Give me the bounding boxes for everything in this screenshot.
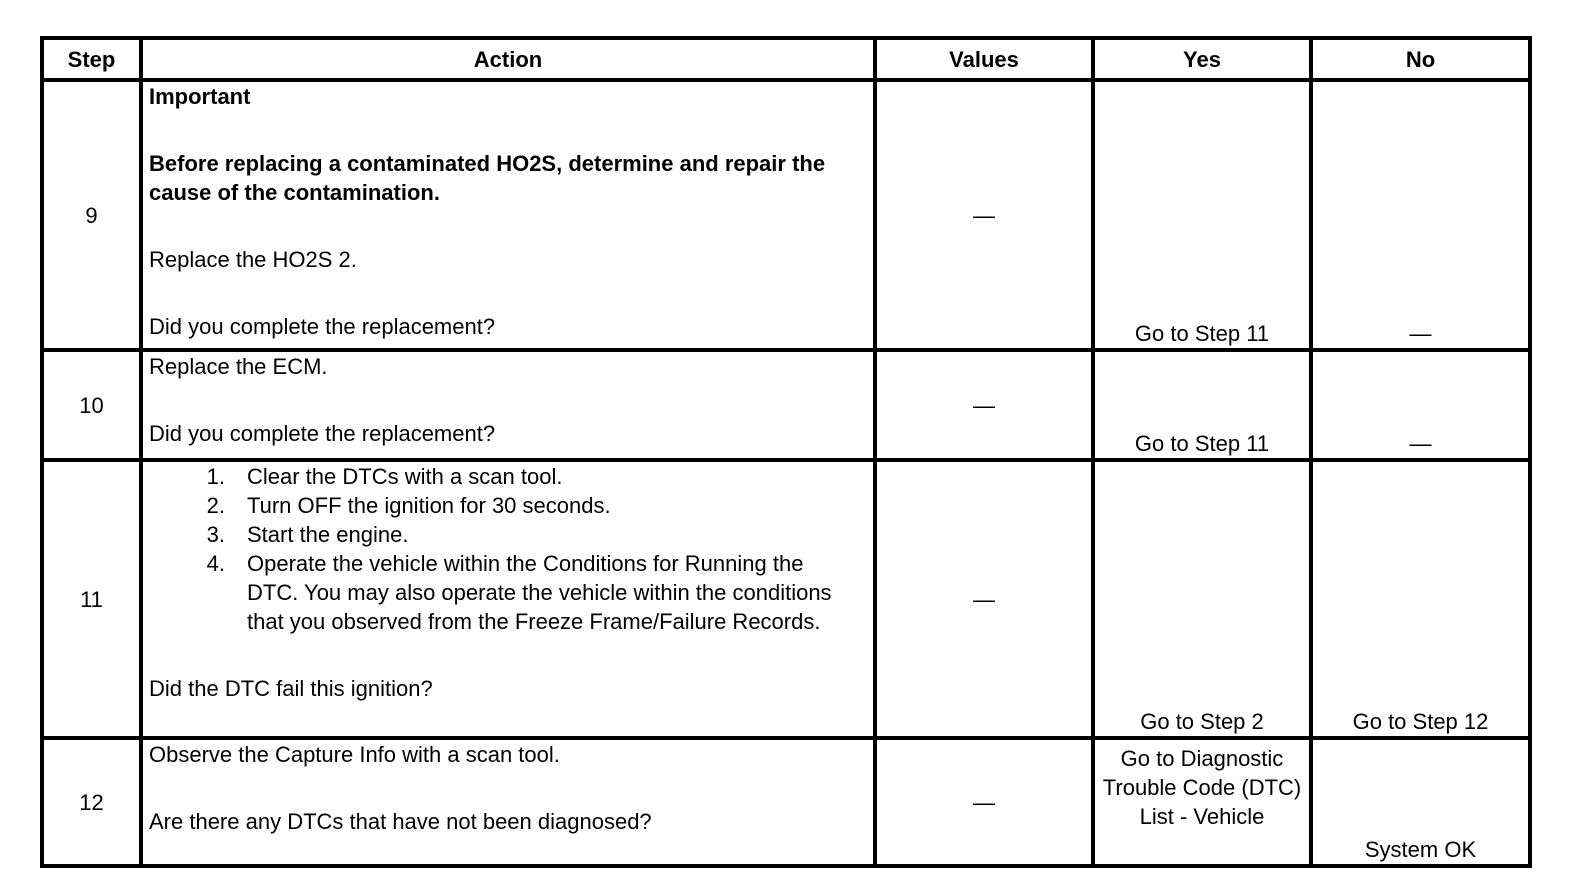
procedure-list: [149, 462, 867, 636]
question-text: Are there any DTCs that have not been diagnosed?: [149, 809, 652, 834]
list-item-text: Turn OFF the ignition for 30 seconds.: [247, 493, 611, 518]
step-number: 9: [42, 80, 141, 350]
instruction-text: Replace the ECM.: [149, 354, 328, 379]
header-action: Action: [141, 38, 875, 80]
no-cell: Go to Step 12: [1311, 460, 1530, 738]
no-cell: System OK: [1311, 738, 1530, 866]
important-text: Before replacing a contaminated HO2S, determine and repair the cause of the contamination.: [149, 151, 826, 205]
list-item-text: Operate the vehicle within the Conditions for Running the DTC. You may also operate the vehicle within the conditions that you observed from the Freeze Frame/Failure Records.: [247, 551, 832, 634]
important-heading: Important: [149, 84, 251, 109]
list-item-number: 4.: [206, 551, 225, 576]
diagnostic-table: [40, 36, 1532, 868]
action-cell: [141, 738, 875, 866]
question-text: Did you complete the replacement?: [149, 421, 496, 446]
action-cell: [141, 350, 875, 460]
yes-cell: Go to Diagnostic Trouble Code (DTC) List - Vehicle: [1093, 738, 1311, 866]
list-item-text: Clear the DTCs with a scan tool.: [247, 464, 563, 489]
yes-cell: Go to Step 11: [1093, 80, 1311, 350]
table-row-step-12: [42, 738, 1530, 866]
table-row-step-9: [42, 80, 1530, 350]
yes-cell: Go to Step 11: [1093, 350, 1311, 460]
action-cell: [141, 460, 875, 738]
header-step: Step: [42, 38, 141, 80]
instruction-text: Observe the Capture Info with a scan tool.: [149, 742, 560, 767]
header-row: [42, 38, 1530, 80]
list-item-number: 2.: [206, 493, 225, 518]
header-no: No: [1311, 38, 1530, 80]
step-number: 12: [42, 738, 141, 866]
table-row-step-11: [42, 460, 1530, 738]
list-item: [149, 520, 867, 549]
action-cell: [141, 80, 875, 350]
no-cell: —: [1311, 350, 1530, 460]
no-cell: —: [1311, 80, 1530, 350]
yes-cell: Go to Step 2: [1093, 460, 1311, 738]
table-row-step-10: [42, 350, 1530, 460]
list-item-number: 3.: [206, 522, 225, 547]
values-cell: —: [875, 350, 1093, 460]
list-item: [149, 462, 867, 491]
step-number: 10: [42, 350, 141, 460]
values-cell: —: [875, 460, 1093, 738]
list-item-number: 1.: [206, 464, 225, 489]
values-cell: —: [875, 738, 1093, 866]
instruction-text: Replace the HO2S 2.: [149, 247, 357, 272]
values-cell: —: [875, 80, 1093, 350]
header-yes: Yes: [1093, 38, 1311, 80]
list-item: [149, 549, 867, 636]
header-values: Values: [875, 38, 1093, 80]
step-number: 11: [42, 460, 141, 738]
question-text: Did you complete the replacement?: [149, 314, 496, 339]
question-text: Did the DTC fail this ignition?: [149, 676, 433, 701]
list-item: [149, 491, 867, 520]
list-item-text: Start the engine.: [247, 522, 409, 547]
